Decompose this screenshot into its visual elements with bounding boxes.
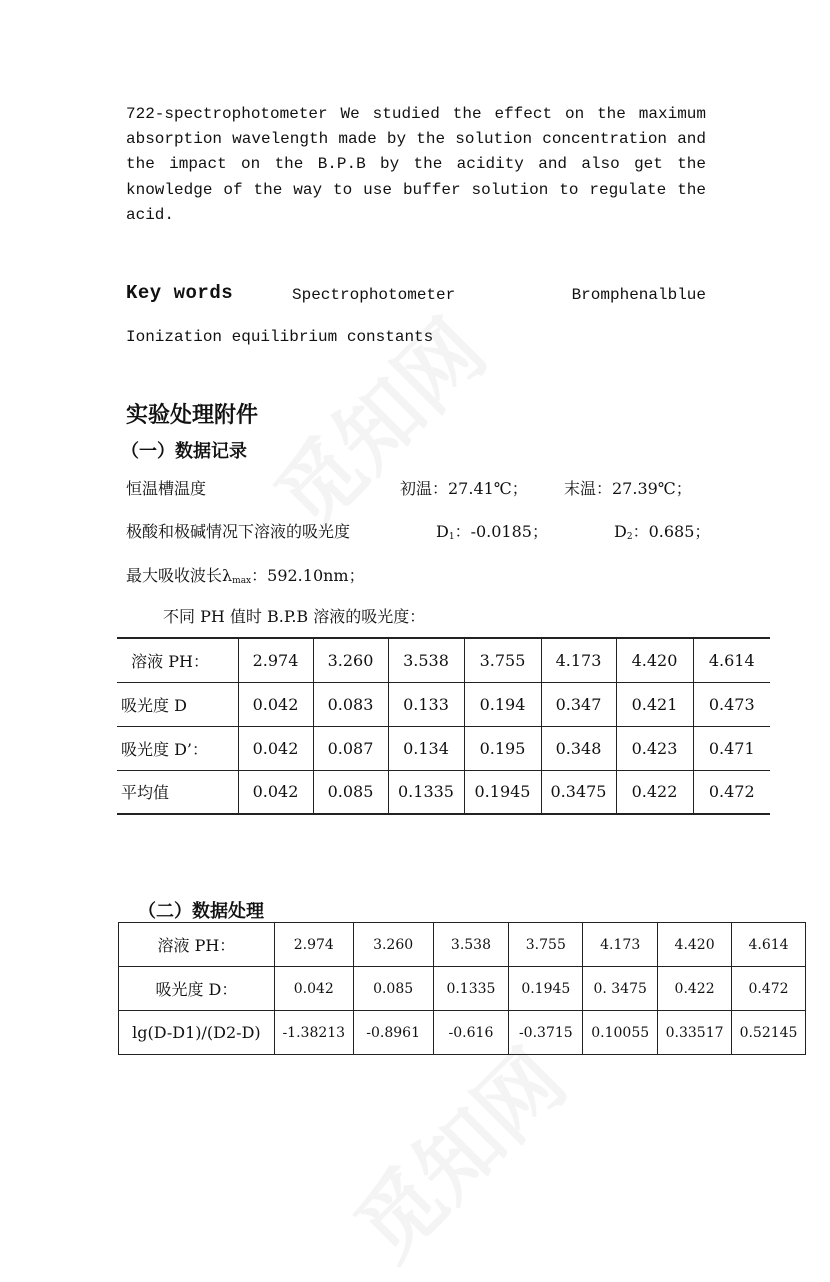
- table-row: [117, 726, 770, 770]
- row-header-cell: 溶液 PH：: [117, 638, 238, 682]
- table-row: [117, 638, 770, 682]
- absorbance-extremes-label: 极酸和极碱情况下溶液的吸光度: [126, 522, 351, 541]
- watermark-lower: [324, 1019, 588, 1282]
- d1-value: $D_1$：-0.0185；: [436, 522, 548, 542]
- abstract-paragraph: 722-spectrophotometer We studied the effect on the maximum absorption wavelength made by the solution concentration and the impact on the B.P.B by the acidity and also get the knowledge of the way to use buffer solution to regulate the acid.: [126, 105, 706, 224]
- table-cell: 0. 3475: [583, 967, 658, 1011]
- table-cell: 4.614: [732, 923, 806, 967]
- table-cell: 3.538: [433, 923, 509, 967]
- temperature-label: 恒温槽温度: [126, 479, 207, 498]
- table-cell: 4.173: [583, 923, 658, 967]
- table-cell: -1.38213: [274, 1011, 353, 1055]
- row-header-cell: lg(D-D1)/(D2-D): [119, 1011, 275, 1055]
- table-cell: 4.420: [616, 638, 693, 682]
- table-cell: 0.195: [464, 726, 541, 770]
- table-cell: 0.042: [238, 726, 313, 770]
- table-cell: 0.347: [541, 682, 616, 726]
- d2-value: $D_2$：0.685；: [614, 522, 711, 542]
- table-cell: 0.1335: [433, 967, 509, 1011]
- table1-caption: 不同 PH 值时 B.P.B 溶液的吸光度：: [163, 607, 426, 626]
- table-cell: 0.1945: [464, 770, 541, 814]
- table-cell: 0.473: [693, 682, 770, 726]
- table-cell: 0.042: [238, 682, 313, 726]
- keyword-spectrophotometer: Spectrophotometer: [292, 286, 456, 304]
- table-cell: 4.173: [541, 638, 616, 682]
- table-cell: 3.755: [509, 923, 583, 967]
- table-cell: 0.083: [313, 682, 388, 726]
- table-cell: 2.974: [274, 923, 353, 967]
- initial-temperature: 初温：27.41℃；: [400, 479, 528, 498]
- table-cell: 0.422: [658, 967, 732, 1011]
- table-cell: 0.1335: [388, 770, 464, 814]
- table-cell: 0.421: [616, 682, 693, 726]
- row-header-cell: 吸光度 D: [117, 682, 238, 726]
- table-row: [117, 682, 770, 726]
- row-header-cell: 吸光度 D’：: [117, 726, 238, 770]
- table-cell: 0.10055: [583, 1011, 658, 1055]
- table-cell: -0.616: [433, 1011, 509, 1055]
- table-cell: 0.085: [313, 770, 388, 814]
- processing-table: [118, 922, 806, 1055]
- table-row: [119, 1011, 806, 1055]
- table-cell: 3.260: [353, 923, 433, 967]
- max-wavelength: 最大吸收波长$\lambda_{max}$：592.10nm；: [126, 566, 365, 586]
- table-cell: 0.348: [541, 726, 616, 770]
- table-cell: 0.042: [238, 770, 313, 814]
- table-cell: 0.133: [388, 682, 464, 726]
- table-cell: 3.755: [464, 638, 541, 682]
- table-cell: 0.194: [464, 682, 541, 726]
- keyword-ionization: Ionization equilibrium constants: [126, 328, 434, 346]
- table-cell: 0.3475: [541, 770, 616, 814]
- table-cell: 0.1945: [509, 967, 583, 1011]
- table-cell: 4.614: [693, 638, 770, 682]
- subsection-title-data-record: （一）数据记录: [121, 441, 247, 462]
- table-cell: -0.3715: [509, 1011, 583, 1055]
- table-cell: 2.974: [238, 638, 313, 682]
- table-cell: 0.52145: [732, 1011, 806, 1055]
- table-cell: 4.420: [658, 923, 732, 967]
- table-cell: 0.087: [313, 726, 388, 770]
- keyword-bromphenalblue: Bromphenalblue: [571, 286, 706, 304]
- table-cell: 0.085: [353, 967, 433, 1011]
- row-header-cell: 平均值: [117, 770, 238, 814]
- subsection-title-data-processing: （二）数据处理: [138, 901, 264, 922]
- table-cell: 0.042: [274, 967, 353, 1011]
- section-title: 实验处理附件: [126, 403, 259, 428]
- table-row: [117, 770, 770, 814]
- absorbance-table: [117, 637, 770, 815]
- table-row: [119, 967, 806, 1011]
- table-cell: 3.538: [388, 638, 464, 682]
- keywords-row: [126, 282, 706, 310]
- table-cell: 0.472: [732, 967, 806, 1011]
- row-header-cell: 吸光度 D：: [119, 967, 275, 1011]
- table-cell: 3.260: [313, 638, 388, 682]
- keywords-label: Key words: [126, 282, 234, 304]
- table-cell: 0.472: [693, 770, 770, 814]
- final-temperature: 末温：27.39℃；: [564, 479, 692, 498]
- table-cell: 0.422: [616, 770, 693, 814]
- table-cell: 0.471: [693, 726, 770, 770]
- row-header-cell: 溶液 PH：: [119, 923, 275, 967]
- table-cell: -0.8961: [353, 1011, 433, 1055]
- table-cell: 0.33517: [658, 1011, 732, 1055]
- table-cell: 0.423: [616, 726, 693, 770]
- table-row: [119, 923, 806, 967]
- table-cell: 0.134: [388, 726, 464, 770]
